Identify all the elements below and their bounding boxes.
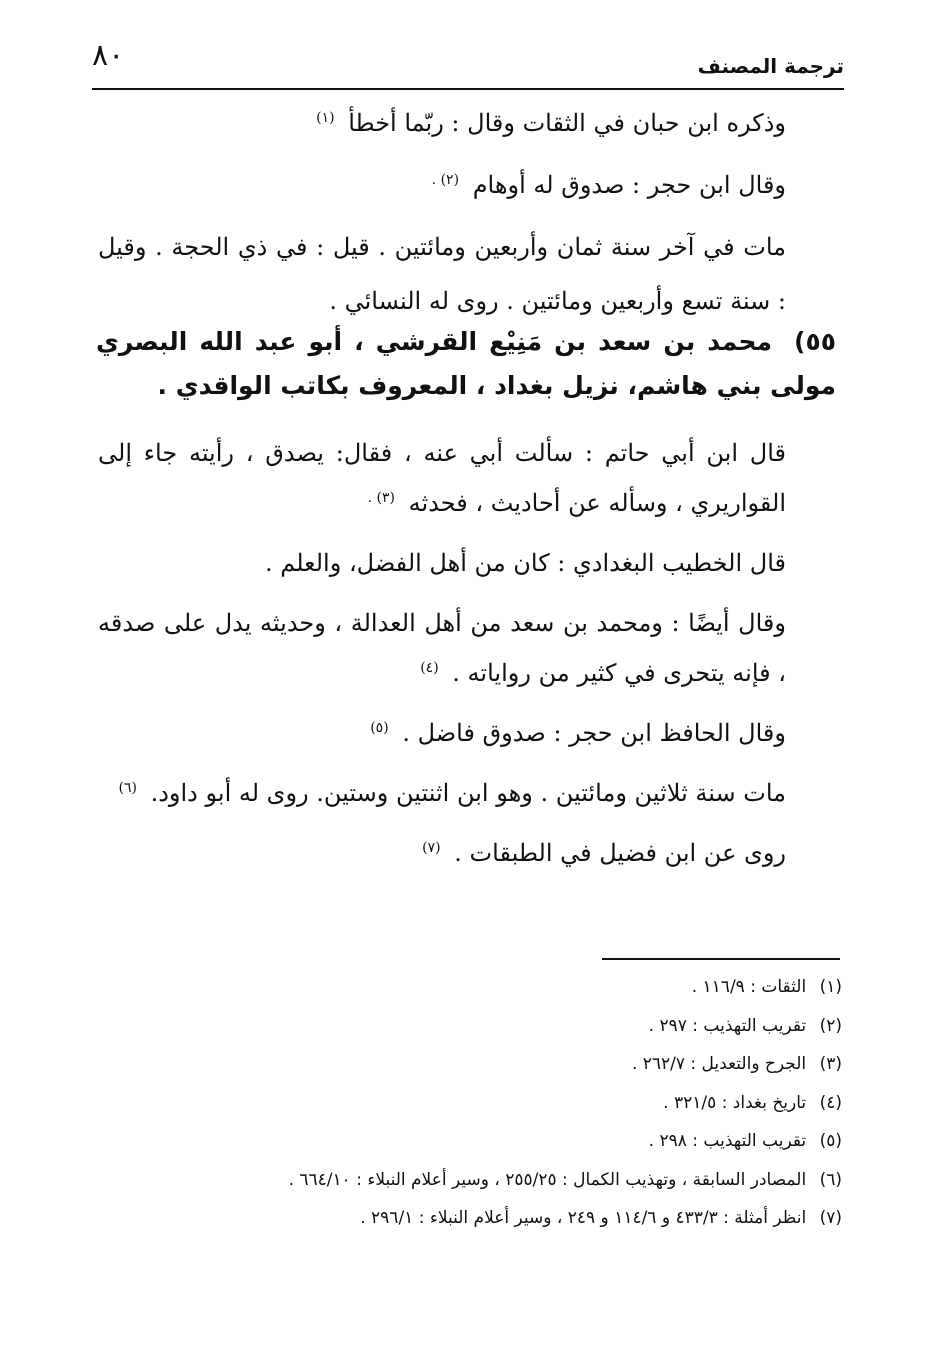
footnote-divider — [602, 958, 840, 960]
footnote-ref: (٦) — [118, 780, 137, 796]
entry-number: ٥٥) — [794, 327, 836, 356]
page-number: ٨٠ — [92, 38, 125, 73]
paragraph — [98, 96, 786, 150]
running-title: ترجمة المصنف — [697, 54, 844, 78]
footnote-text: انظر أمثلة : ٤٣٣/٣ و ١١٤/٦ و ٢٤٩ ، وسير أعلام النبلاء : ٢٩٦/١ . — [360, 1208, 807, 1228]
paragraph-text: مات سنة ثلاثين ومائتين . وهو ابن اثنتين وستين. روى له أبو داود. — [150, 779, 786, 807]
footnote-text: تقريب التهذيب : ٢٩٧ . — [648, 1015, 807, 1036]
footnote-number: (٣) — [819, 1054, 842, 1074]
footnote-text: الثقات : ١١٦/٩ . — [691, 977, 807, 997]
footnote-text: الجرح والتعديل : ٢٦٢/٧ . — [631, 1054, 807, 1074]
paragraph-text: وذكره ابن حبان في الثقات وقال : ربّما أخطأ — [348, 109, 786, 137]
paragraph — [98, 768, 786, 818]
paragraph-text: قال الخطيب البغدادي : كان من أهل الفضل، والعلم . — [264, 549, 786, 577]
paragraph-text: وقال أيضًا : ومحمد بن سعد من أهل العدالة ، وحديثه يدل على صدقه ، فإنه يتحرى في كثير من رواياته . — [98, 609, 786, 687]
paragraph-text: وقال ابن حجر : صدوق له أوهام — [472, 171, 786, 199]
footnote-text: تقريب التهذيب : ٢٩٨ . — [648, 1131, 807, 1151]
paragraph — [98, 428, 786, 528]
footnote-number: (٤) — [819, 1092, 842, 1113]
footnote-item — [102, 1199, 842, 1238]
footnote-item — [102, 1161, 842, 1200]
paragraph — [98, 538, 786, 588]
paragraph — [98, 828, 786, 878]
footnote-item — [102, 1084, 842, 1123]
footnote-number: (٧) — [819, 1208, 842, 1228]
footnote-number: (٥) — [819, 1131, 842, 1151]
paragraph-text: وقال الحافظ ابن حجر : صدوق فاضل . — [402, 719, 786, 747]
footnote-item — [102, 968, 842, 1007]
footnote-ref: (٥) — [370, 720, 389, 736]
footnote-ref: (٤) — [420, 660, 439, 676]
footnote-text: تاريخ بغداد : ٣٢١/٥ . — [663, 1092, 807, 1113]
footnote-ref: (٣) . — [367, 490, 395, 506]
footnote-number: (١) — [819, 977, 842, 997]
footnote-number: (٢) — [819, 1015, 842, 1036]
footnote-item — [102, 1007, 842, 1046]
paragraph — [98, 220, 786, 328]
biography-entry-heading — [96, 320, 836, 408]
paragraph — [98, 158, 786, 212]
body-text-top — [98, 96, 786, 336]
paragraph-text: قال ابن أبي حاتم : سألت أبي عنه ، فقال: يصدق ، رأيته جاء إلى القواريري ، وسأله عن أحاديث ، فحدثه — [98, 439, 786, 517]
entry-title: محمد بن سعد بن مَنِيْع القرشي ، أبو عبد الله البصري مولى بني هاشم، نزيل بغداد ، المعروف بكاتب الواقدي . — [96, 327, 836, 400]
paragraph-text: روى عن ابن فضيل في الطبقات . — [454, 839, 786, 867]
paragraph-text: مات في آخر سنة ثمان وأربعين ومائتين . قيل : في ذي الحجة . وقيل : سنة تسع وأربعين ومائتين . روى له النسائي . — [98, 233, 786, 315]
footnote-item — [102, 1122, 842, 1161]
paragraph — [98, 708, 786, 758]
footnote-ref: (١) — [316, 110, 335, 126]
footnote-number: (٦) — [819, 1169, 842, 1190]
footnote-item — [102, 1045, 842, 1084]
footnote-text: المصادر السابقة ، وتهذيب الكمال : ٢٥٥/٢٥ ، وسير أعلام النبلاء : ٦٦٤/١٠ . — [288, 1169, 807, 1190]
footnotes — [102, 968, 842, 1238]
footnote-ref: (٧) — [422, 840, 441, 856]
paragraph — [98, 598, 786, 698]
footnote-ref: (٢) . — [431, 172, 460, 188]
body-text-bottom — [98, 428, 786, 888]
page-header — [92, 38, 844, 90]
